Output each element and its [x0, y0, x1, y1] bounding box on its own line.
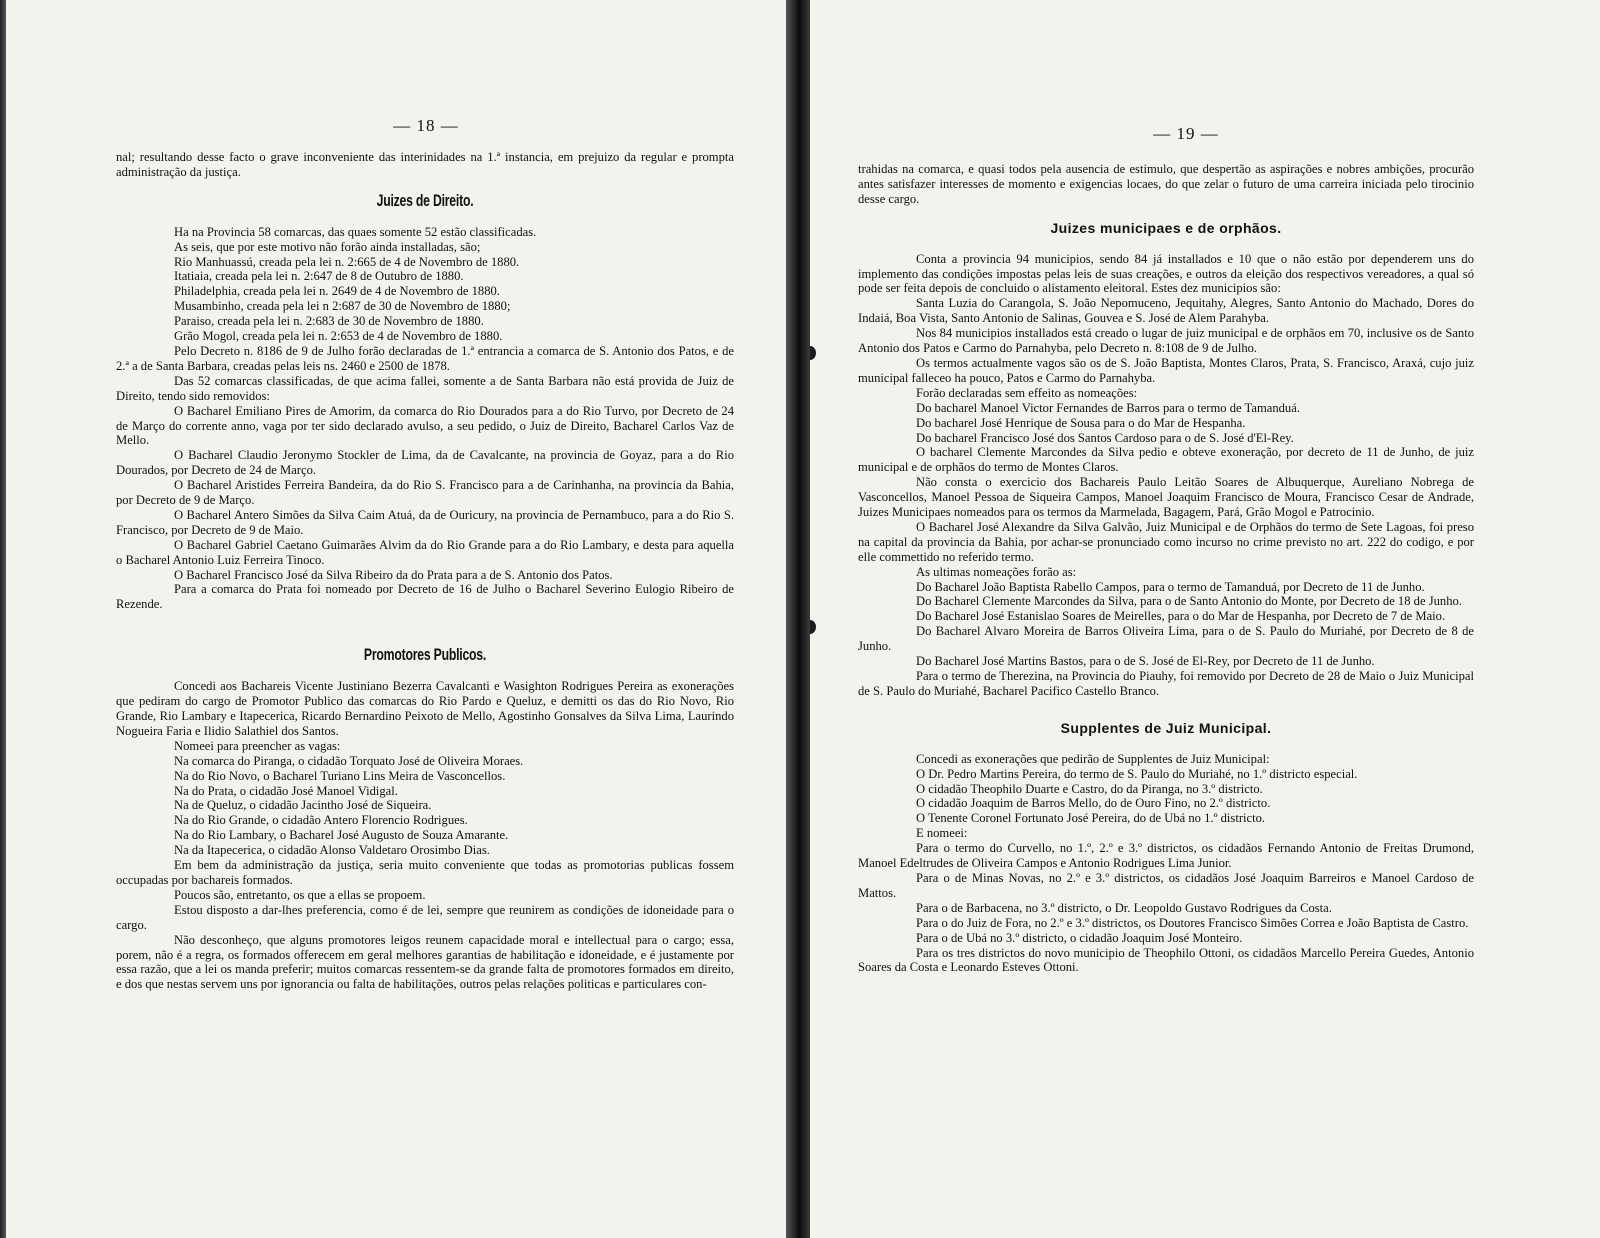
- paragraph: Poucos são, entretanto, os que a ellas se propoem.: [174, 887, 426, 902]
- paragraph: Na do Rio Lambary, o Bacharel José Augusto de Souza Amarante.: [174, 828, 509, 843]
- paragraph: Na do Prata, o cidadão José Manoel Vidigal.: [174, 783, 398, 798]
- continued-paragraph: trahidas na comarca, e quasi todos pela ausencia de estimulo, que despertão as aspirações e nobres ambições, procurão antes satisfazer interesses de momento e exigencias locaes, do que zelar o futuro de uma carreira iniciada pelo tirocinio desse cargo.: [858, 162, 1474, 206]
- paragraph: O Bacharel Gabriel Caetano Guimarães Alvim da do Rio Grande para a do Rio Lambary, e desta para aquella o Bacharel Antonio Luiz Ferreira Tinoco.: [116, 537, 734, 567]
- binding-hole: [810, 346, 816, 360]
- paragraph: Philadelphia, creada pela lei n. 2649 de 4 de Novembro de 1880.: [174, 284, 500, 299]
- paragraph: Nos 84 municipios installados está creado o lugar de juiz municipal e de orphãos em 70, inclusive os de Santo Antonio dos Patos e Carmo do Parnahyba, pelo Decreto n. 8:108 de 9 de Julho.: [858, 326, 1474, 356]
- paragraph: Conta a provincia 94 municipios, sendo 84 já installados e 10 que o não estão por dependerem uns do implemento das condições impostas pelas leis de suas creações, e outros da eleição dos respectivos vereadores, a qual só pode ser feita depois de concluido o alistamento eleitoral. Estes dez municipios são:: [858, 251, 1474, 296]
- section-body: [858, 752, 1474, 976]
- paragraph: O Dr. Pedro Martins Pereira, do termo de S. Paulo do Muriahé, no 1.º districto especial.: [916, 766, 1358, 781]
- paragraph: Forão declaradas sem effeito as nomeações:: [916, 385, 1138, 400]
- paragraph: O Bacharel Claudio Jeronymo Stockler de Lima, da de Cavalcante, na provincia de Goyaz, para a do Rio Dourados, por Decreto de 24 de Março.: [116, 448, 734, 478]
- paragraph: Pelo Decreto n. 8186 de 9 de Julho forão declaradas de 1.ª entrancia a comarca de S. Antonio dos Patos, e de 2.ª a de Santa Barbara, creadas pelas leis ns. 2460 e 2500 de 1878.: [116, 343, 734, 373]
- paragraph: E nomeei:: [916, 826, 968, 841]
- paragraph: Das 52 comarcas classificadas, de que acima fallei, somente a de Santa Barbara não está provida de Juiz de Direito, tendo sido removidos:: [116, 373, 734, 403]
- paragraph: O Tenente Coronel Fortunato José Pereira, do de Ubá no 1.º districto.: [916, 811, 1266, 826]
- paragraph: O bacharel Clemente Marcondes da Silva pedio e obteve exoneração, por decreto de 11 de Junho, de juiz municipal e de orphãos do termo de Montes Claros.: [858, 445, 1474, 475]
- section-body: [858, 252, 1474, 699]
- paragraph: As ultimas nomeações forão as:: [916, 564, 1077, 579]
- paragraph: As seis, que por este motivo não forão ainda installadas, são;: [174, 239, 481, 254]
- paragraph: O Bacharel José Alexandre da Silva Galvão, Juiz Municipal e de Orphãos do termo de Sete Lagoas, foi preso na capital da provincia da Bahia, por achar-se pronunciado como incurso no crime previsto no art. 222 do codigo, e por elle commettido no referido termo.: [858, 519, 1474, 564]
- binding-hole: [810, 620, 816, 634]
- paragraph: Para o do Juiz de Fora, no 2.º e 3.º districtos, os Doutores Francisco Simões Correa e João Baptista de Castro.: [916, 915, 1469, 930]
- continued-paragraph: nal; resultando desse facto o grave inconveniente das interinidades na 1.ª instancia, em prejuizo da regular e prompta administração da justiça.: [116, 150, 734, 179]
- paragraph: Do Bacharel José Martins Bastos, para o de S. José de El-Rey, por Decreto de 11 de Junho.: [916, 654, 1375, 669]
- paragraph: Para o termo de Therezina, na Provincia do Piauhy, foi removido por Decreto de 28 de Maio o Juiz Municipal de S. Paulo do Muriahé, Bacharel Pacifico Castello Branco.: [858, 669, 1474, 698]
- book-gutter: [786, 0, 810, 1238]
- right-page: [810, 0, 1600, 1238]
- paragraph: Não consta o exercicio dos Bachareis Paulo Leitão Soares de Albuquerque, Aureliano Nobrega de Vasconcellos, Manoel Pessoa de Siqueira Campos, Manoel Joaquim Francisco de Moura, Francisco Cesar de Andrade, Juizes Municipaes nomeados para os termos da Marmelada, Bagagem, Pará, Grão Mogol e Patrocinio.: [858, 475, 1474, 520]
- paragraph: O Bacharel Francisco José da Silva Ribeiro da do Prata para a de S. Antonio dos Patos.: [174, 567, 613, 582]
- paragraph: Na do Rio Novo, o Bacharel Turiano Lins Meira de Vasconcellos.: [174, 768, 506, 783]
- paragraph: O Bacharel Emiliano Pires de Amorim, da comarca do Rio Dourados para a do Rio Turvo, por Decreto de 24 de Março do corrente anno, vaga por ter sido declarado avulso, a seu pedido, o Juiz de Direito, Bacharel Carlos Vaz de Mello.: [116, 403, 734, 448]
- section-heading: Juizes de Direito.: [376, 190, 474, 210]
- paragraph: Itatiaia, creada pela lei n. 2:647 de 8 de Outubro de 1880.: [174, 269, 464, 284]
- left-page: [6, 0, 786, 1238]
- paragraph: Para o termo do Curvello, no 1.º, 2.º e 3.º districtos, os cidadãos Fernando Antonio de Freitas Drumond, Manoel Edeltrudes de Oliveira Campos e Antonio Rodrigues Lima Junior.: [858, 841, 1474, 871]
- section-body: [116, 225, 734, 613]
- paragraph: Grão Mogol, creada pela lei n. 2:653 de 4 de Novembro de 1880.: [174, 329, 503, 344]
- paragraph: Do Bacharel Alvaro Moreira de Barros Oliveira Lima, para o de S. Paulo do Muriahé, por Decreto de 8 de Junho.: [858, 624, 1474, 654]
- paragraph: Ha na Provincia 58 comarcas, das quaes somente 52 estão classificadas.: [174, 224, 537, 239]
- paragraph: O Bacharel Antero Simões da Silva Caim Atuá, da de Ouricury, na provincia de Pernambuco, para a do Rio S. Francisco, por Decreto de 9 de Maio.: [116, 507, 734, 537]
- paragraph: Não desconheço, que alguns promotores leigos reunem capacidade moral e intellectual para o cargo; essa, porem, não é a regra, os formados offerecem em geral melhores garantias de habilitação e idoneidade, e é justamente por essa razão, que a lei os manda preferir; muitos comarcas ressentem-se da grande falta de promotores formados em direito, e dos que nestas servem uns por ignorancia ou falta de habilitações, outros pelas relações politicas e particulares con-: [116, 932, 734, 992]
- section-heading: Supplentes de Juiz Municipal.: [1060, 719, 1272, 736]
- paragraph: Os termos actualmente vagos são os de S. João Baptista, Montes Claros, Prata, S. Francisco, Araxá, cujo juiz municipal falleceo ha pouco, Patos e Carmo do Parnahyba.: [858, 355, 1474, 385]
- paragraph: Concedi aos Bachareis Vicente Justiniano Bezerra Cavalcanti e Wasighton Rodrigues Pereira as exonerações que pediram do cargo de Promotor Publico das comarcas do Rio Pardo e Queluz, e demitti os das do Rio Novo, Rio Grande, Rio Lambary e Itapecerica, Ricardo Bernardino Peixoto de Mello, Agostinho Gonsalves da Silva Lima, Laurindo Nogueira Faria e Ilidio Salathiel dos Santos.: [116, 679, 734, 738]
- page-number: — 19 —: [1153, 124, 1219, 143]
- paragraph: Em bem da administração da justiça, seria muito conveniente que todas as promotorias publicas fossem occupadas por bachareis formados.: [116, 858, 734, 887]
- paragraph: Paraiso, creada pela lei n. 2:683 de 30 de Novembro de 1880.: [174, 314, 484, 329]
- paragraph: Para os tres districtos do novo municipio de Theophilo Ottoni, os cidadãos Marcello Pereira Guedes, Antonio Soares da Costa e Leonardo Esteves Ottoni.: [858, 945, 1474, 975]
- paragraph: Na da Itapecerica, o cidadão Alonso Valdetaro Orosimbo Dias.: [174, 843, 490, 858]
- paragraph: O cidadão Joaquim de Barros Mello, do de Ouro Fino, no 2.º districto.: [916, 796, 1271, 811]
- paragraph: Do bacharel Manoel Victor Fernandes de Barros para o termo de Tamanduá.: [916, 400, 1300, 415]
- left-page-body: [116, 150, 734, 992]
- paragraph: Musambinho, creada pela lei n 2:687 de 30 de Novembro de 1880;: [174, 299, 511, 314]
- paragraph: Na de Queluz, o cidadão Jacintho José de Siqueira.: [174, 798, 432, 813]
- section-heading: Juizes municipaes e de orphãos.: [1050, 219, 1282, 236]
- paragraph: Do Bacharel Clemente Marcondes da Silva, para o de Santo Antonio do Monte, por Decreto de 18 de Junho.: [916, 594, 1462, 609]
- paragraph: Nomeei para preencher as vagas:: [174, 738, 341, 753]
- section-body: [116, 679, 734, 992]
- paragraph: Do bacharel Francisco José dos Santos Cardoso para o de S. José d'El-Rey.: [916, 430, 1294, 445]
- paragraph: Para a comarca do Prata foi nomeado por Decreto de 16 de Julho o Bacharel Severino Eulogio Ribeiro de Rezende.: [116, 582, 734, 612]
- paragraph: Para o de Ubá no 3.º districto, o cidadão Joaquim José Monteiro.: [916, 930, 1243, 945]
- paragraph: O cidadão Theophilo Duarte e Castro, do da Piranga, no 3.º districto.: [916, 781, 1263, 796]
- paragraph: Rio Manhuassú, creada pela lei n. 2:665 de 4 de Novembro de 1880.: [174, 254, 520, 269]
- paragraph: Santa Luzia do Carangola, S. João Nepomuceno, Jequitahy, Alegres, Santo Antonio do Machado, Dores do Indaiá, Boa Vista, Santo Antonio de Salinas, Gouvea e S. José de Alem Parahyba.: [858, 296, 1474, 326]
- page-number: — 18 —: [393, 116, 459, 135]
- paragraph: Na do Rio Grande, o cidadão Antero Florencio Rodrigues.: [174, 813, 468, 828]
- paragraph: Estou disposto a dar-lhes preferencia, como é de lei, sempre que reunirem as condições de idoneidade para o cargo.: [116, 902, 734, 932]
- paragraph: Do Bacharel José Estanislao Soares de Meirelles, para o do Mar de Hespanha, por Decreto de 7 de Maio.: [916, 609, 1446, 624]
- right-page-body: [858, 162, 1474, 975]
- section-heading: Promotores Publicos.: [363, 645, 487, 665]
- paragraph: Do bacharel José Henrique de Sousa para o do Mar de Hespanha.: [916, 415, 1246, 430]
- paragraph: Concedi as exonerações que pedirão de Supplentes de Juiz Municipal:: [916, 751, 1270, 766]
- paragraph: Na comarca do Piranga, o cidadão Torquato José de Oliveira Moraes.: [174, 753, 524, 768]
- paragraph: Do Bacharel João Baptista Rabello Campos, para o termo de Tamanduá, por Decreto de 11 de Junho.: [916, 579, 1425, 594]
- paragraph: O Bacharel Aristides Ferreira Bandeira, da do Rio S. Francisco para a de Carinhanha, na provincia da Bahia, por Decreto de 9 de Março.: [116, 478, 734, 508]
- paragraph: Para o de Barbacena, no 3.º districto, o Dr. Leopoldo Gustavo Rodrigues da Costa.: [916, 900, 1332, 915]
- paragraph: Para o de Minas Novas, no 2.º e 3.º districtos, os cidadãos José Joaquim Barreiros e Manoel Cardoso de Mattos.: [858, 870, 1474, 900]
